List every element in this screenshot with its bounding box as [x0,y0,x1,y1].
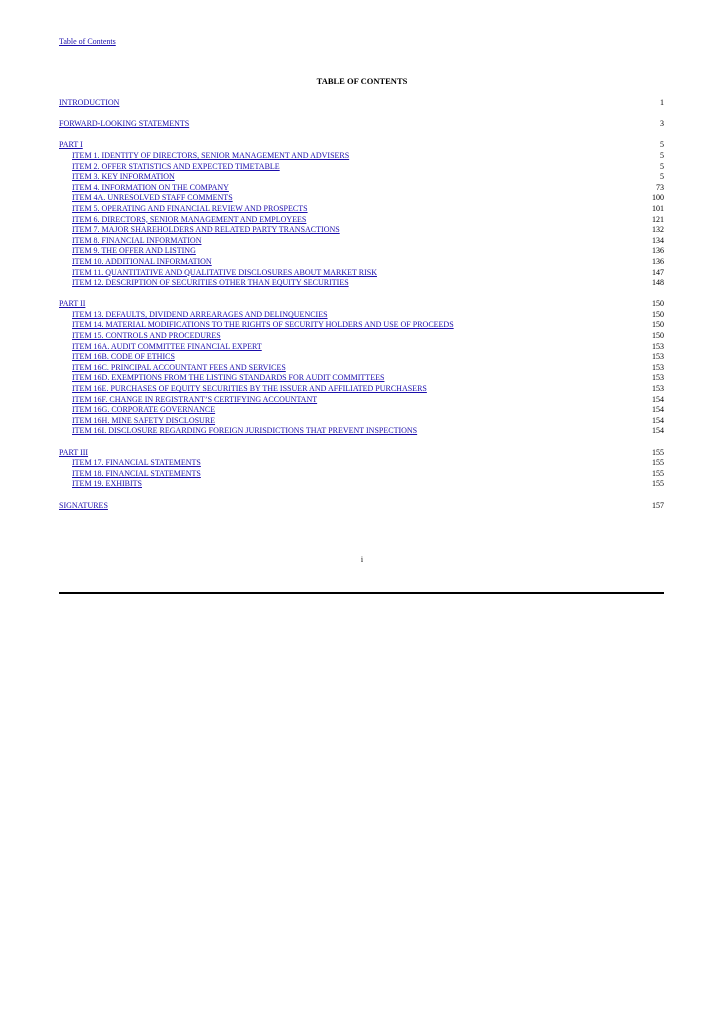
toc-item-row [59,193,664,204]
toc-page-number: 154 [652,394,664,404]
toc-item-link[interactable]: ITEM 16A. AUDIT COMMITTEE FINANCIAL EXPERT [72,341,262,351]
toc-page-number: 132 [652,225,664,235]
toc-item-row [59,373,664,384]
toc-page-number: 154 [652,426,664,436]
toc-page-number: 5 [660,161,664,171]
toc-item-link[interactable]: ITEM 5. OPERATING AND FINANCIAL REVIEW AND PROSPECTS [72,203,308,213]
toc-page-number: 147 [652,267,664,277]
toc-item-row [59,384,664,395]
toc-page-number: 5 [660,150,664,160]
toc-item-link[interactable]: ITEM 19. EXHIBITS [72,479,142,489]
toc-page-number: 155 [652,468,664,478]
toc-item-row [59,257,664,268]
toc-item-link[interactable]: ITEM 15. CONTROLS AND PROCEDURES [72,331,221,341]
page-number: i [360,555,364,564]
toc-item-row [59,310,664,321]
toc-item-link[interactable]: ITEM 16B. CODE OF ETHICS [72,352,175,362]
toc-item-link[interactable]: ITEM 13. DEFAULTS, DIVIDEND ARREARAGES AND DELINQUENCIES [72,309,328,319]
toc-page-number: 101 [652,203,664,213]
toc-page-number: 155 [652,458,664,468]
toc-page-number: 150 [652,299,664,309]
toc-item-row [59,151,664,162]
toc-item-row [59,405,664,416]
toc-item-link[interactable]: ITEM 7. MAJOR SHAREHOLDERS AND RELATED PARTY TRANSACTIONS [72,225,340,235]
toc-item-row [59,320,664,331]
toc-section-row [59,119,664,130]
toc-section-link[interactable]: FORWARD-LOOKING STATEMENTS [59,119,190,129]
toc-page-number: 148 [652,278,664,288]
toc-item-row [59,215,664,226]
section-spacer [59,130,664,141]
page-divider [59,592,664,594]
toc-item-link[interactable]: ITEM 17. FINANCIAL STATEMENTS [72,458,201,468]
toc-page-number: 157 [652,500,664,510]
toc-item-row [59,225,664,236]
toc-page-number: 1 [660,98,664,107]
toc-page-number: 153 [652,384,664,394]
toc-page-number: 150 [652,331,664,341]
toc-item-row [59,268,664,279]
toc-item-link[interactable]: ITEM 14. MATERIAL MODIFICATIONS TO THE RIGHTS OF SECURITY HOLDERS AND USE OF PROCEEDS [72,320,454,330]
toc-item-row [59,416,664,427]
toc-item-row [59,236,664,247]
toc-page-number: 155 [652,479,664,489]
toc-page-number: 154 [652,405,664,415]
toc-page-number: 5 [660,140,664,150]
toc-section-link[interactable]: INTRODUCTION [59,98,120,107]
toc-item-link[interactable]: ITEM 16I. DISCLOSURE REGARDING FOREIGN JURISDICTIONS THAT PREVENT INSPECTIONS [72,426,418,436]
toc-page-number: 136 [652,246,664,256]
toc-item-row [59,342,664,353]
toc-page-number: 3 [660,119,664,129]
toc-item-row [59,204,664,215]
toc-section-row [59,98,664,109]
toc-page-number: 136 [652,256,664,266]
toc-item-link[interactable]: ITEM 3. KEY INFORMATION [72,172,175,182]
toc-item-row [59,395,664,406]
toc-section-link[interactable]: PART II [59,299,86,309]
toc-page-number: 150 [652,309,664,319]
toc-page-number: 5 [660,172,664,182]
toc-section-link[interactable]: SIGNATURES [59,500,108,510]
toc-item-link[interactable]: ITEM 16F. CHANGE IN REGISTRANT’S CERTIFYING ACCOUNTANT [72,394,318,404]
section-spacer [59,109,664,120]
section-spacer [59,437,664,448]
toc-page-number: 153 [652,341,664,351]
toc-item-row [59,363,664,374]
toc-page-number: 155 [652,447,664,457]
toc-page-number: 121 [652,214,664,224]
table-of-contents [59,98,664,511]
toc-page-number: 153 [652,362,664,372]
toc-section-row [59,140,664,151]
toc-item-link[interactable]: ITEM 16H. MINE SAFETY DISCLOSURE [72,415,216,425]
toc-section-link[interactable]: PART I [59,140,83,150]
section-spacer [59,490,664,501]
toc-item-row [59,162,664,173]
toc-item-link[interactable]: ITEM 16D. EXEMPTIONS FROM THE LISTING STANDARDS FOR AUDIT COMMITTEES [72,373,385,383]
toc-page-number: 150 [652,320,664,330]
toc-item-link[interactable]: ITEM 9. THE OFFER AND LISTING [72,246,196,256]
toc-section-row [59,299,664,310]
page-title: TABLE OF CONTENTS [316,76,408,86]
toc-page-number: 134 [652,235,664,245]
toc-page-number: 73 [656,182,664,192]
toc-item-link[interactable]: ITEM 8. FINANCIAL INFORMATION [72,235,202,245]
toc-item-row [59,469,664,480]
toc-item-link[interactable]: ITEM 4A. UNRESOLVED STAFF COMMENTS [72,193,233,203]
toc-item-row [59,458,664,469]
toc-item-row [59,426,664,437]
toc-item-link[interactable]: ITEM 6. DIRECTORS, SENIOR MANAGEMENT AND EMPLOYEES [72,214,307,224]
toc-item-link[interactable]: ITEM 18. FINANCIAL STATEMENTS [72,468,201,478]
toc-page-number: 100 [652,193,664,203]
toc-item-link[interactable]: ITEM 11. QUANTITATIVE AND QUALITATIVE DISCLOSURES ABOUT MARKET RISK [72,267,378,277]
toc-section-row [59,501,664,512]
toc-page-number: 153 [652,352,664,362]
toc-item-link[interactable]: ITEM 4. INFORMATION ON THE COMPANY [72,182,229,192]
toc-item-row [59,246,664,257]
toc-page-number: 153 [652,373,664,383]
table-of-contents-link[interactable]: Table of Contents [59,37,116,46]
toc-section-link[interactable]: PART III [59,447,89,457]
toc-item-link[interactable]: ITEM 16G. CORPORATE GOVERNANCE [72,405,216,415]
toc-page-number: 154 [652,415,664,425]
toc-item-row [59,331,664,342]
section-spacer [59,289,664,300]
toc-item-row [59,278,664,289]
toc-item-link[interactable]: ITEM 16E. PURCHASES OF EQUITY SECURITIES BY THE ISSUER AND AFFILIATED PURCHASERS [72,384,427,394]
toc-item-link[interactable]: ITEM 10. ADDITIONAL INFORMATION [72,256,212,266]
toc-item-link[interactable]: ITEM 12. DESCRIPTION OF SECURITIES OTHER THAN EQUITY SECURITIES [72,278,349,288]
toc-item-link[interactable]: ITEM 1. IDENTITY OF DIRECTORS, SENIOR MANAGEMENT AND ADVISERS [72,150,350,160]
toc-item-row [59,172,664,183]
toc-item-row [59,352,664,363]
toc-item-row [59,479,664,490]
toc-item-link[interactable]: ITEM 2. OFFER STATISTICS AND EXPECTED TIMETABLE [72,161,280,171]
toc-section-row [59,448,664,459]
toc-item-row [59,183,664,194]
toc-item-link[interactable]: ITEM 16C. PRINCIPAL ACCOUNTANT FEES AND SERVICES [72,362,286,372]
